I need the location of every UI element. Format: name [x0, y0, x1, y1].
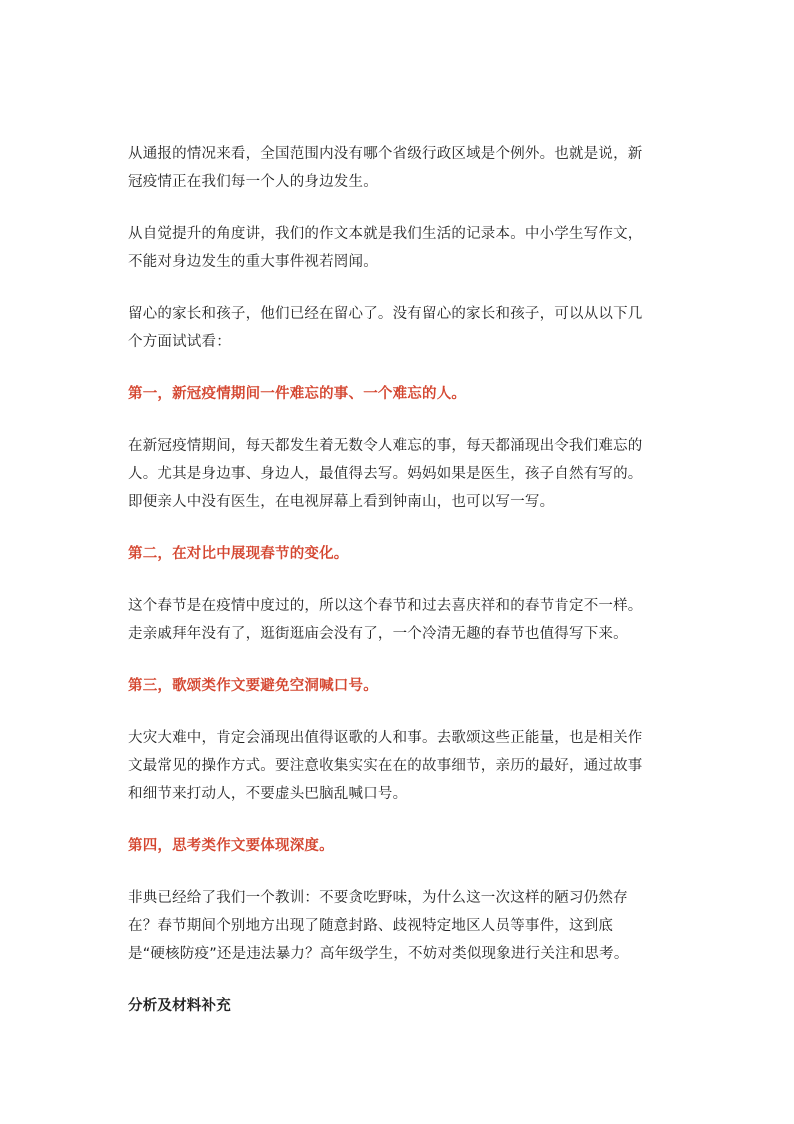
paragraph-line: 文最常见的操作方式。要注意收集实实在在的故事细节，亲历的最好，通过故事 — [128, 758, 643, 774]
paragraph-4 — [128, 432, 668, 516]
heading-point-2: 第二，在对比中展现春节的变化。 — [128, 546, 349, 562]
paragraph-1 — [128, 140, 668, 196]
paragraph-line: 走亲戚拜年没有了，逛街逛庙会没有了，一个冷清无趣的春节也值得写下来。 — [128, 626, 628, 642]
paragraph-7 — [128, 884, 668, 968]
paragraph-line: 是“硬核防疫”还是违法暴力？高年级学生，不妨对类似现象进行关注和思考。 — [128, 946, 629, 962]
paragraph-line: 冠疫情正在我们每一个人的身边发生。 — [128, 174, 378, 190]
paragraph-line: 这个春节是在疫情中度过的，所以这个春节和过去喜庆祥和的春节肯定不一样。 — [128, 598, 643, 614]
paragraph-line: 留心的家长和孩子，他们已经在留心了。没有留心的家长和孩子，可以从以下几 — [128, 306, 643, 322]
paragraph-line: 非典已经给了我们一个教训：不要贪吃野味，为什么这一次这样的陋习仍然存 — [128, 890, 628, 906]
heading-point-1: 第一，新冠疫情期间一件难忘的事、一个难忘的人。 — [128, 386, 467, 402]
paragraph-line: 和细节来打动人，不要虚头巴脑乱喊口号。 — [128, 786, 408, 802]
paragraph-5 — [128, 592, 668, 648]
paragraph-6 — [128, 724, 668, 808]
paragraph-line: 大灾大难中，肯定会涌现出值得讴歌的人和事。去歌颂这些正能量，也是相关作 — [128, 730, 643, 746]
heading-point-3: 第三，歌颂类作文要避免空洞喊口号。 — [128, 678, 378, 694]
paragraph-line: 在？春节期间个别地方出现了随意封路、歧视特定地区人员等事件，这到底 — [128, 918, 614, 934]
heading-point-4: 第四，思考类作文要体现深度。 — [128, 838, 334, 854]
article-body — [128, 140, 668, 1020]
paragraph-line: 从通报的情况来看，全国范围内没有哪个省级行政区域是个例外。也就是说，新 — [128, 146, 643, 162]
paragraph-line: 人。尤其是身边事、身边人，最值得去写。妈妈如果是医生，孩子自然有写的。 — [128, 466, 643, 482]
paragraph-line: 即便亲人中没有医生，在电视屏幕上看到钟南山，也可以写一写。 — [128, 494, 555, 510]
paragraph-line: 从自觉提升的角度讲，我们的作文本就是我们生活的记录本。中小学生写作文， — [128, 226, 643, 242]
section-title: 分析及材料补充 — [128, 998, 231, 1014]
paragraph-line: 不能对身边发生的重大事件视若罔闻。 — [128, 254, 378, 270]
paragraph-line: 个方面试试看： — [128, 334, 231, 350]
paragraph-line: 在新冠疫情期间，每天都发生着无数令人难忘的事，每天都涌现出令我们难忘的 — [128, 438, 643, 454]
paragraph-2 — [128, 220, 668, 276]
paragraph-3 — [128, 300, 668, 356]
